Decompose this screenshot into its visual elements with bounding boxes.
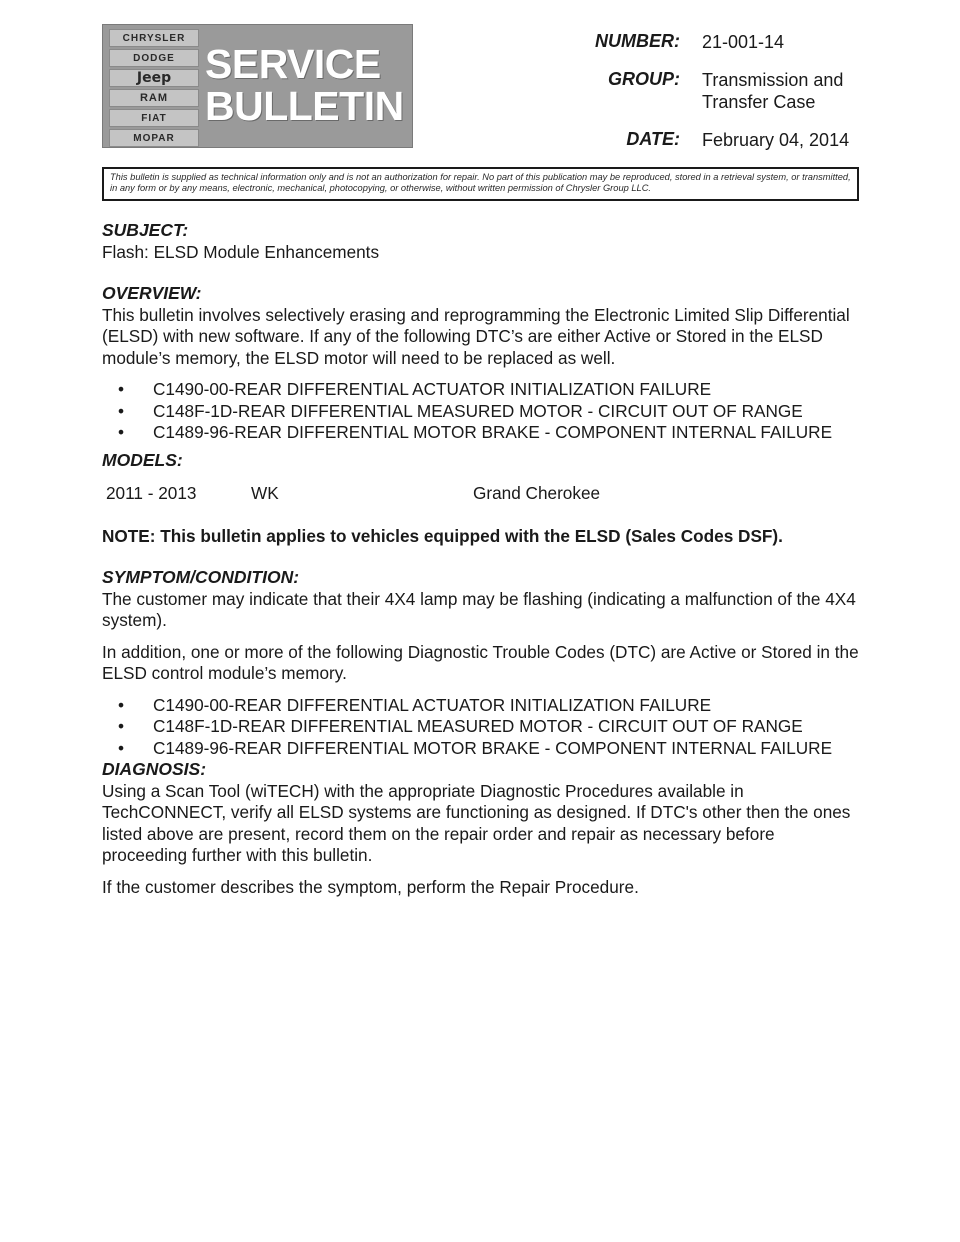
jeep-logo: Jeep (109, 69, 199, 87)
service-bulletin-title (205, 43, 404, 127)
bullet-icon: • (118, 694, 125, 715)
group-label: GROUP: (608, 69, 680, 89)
mopar-logo: MOPAR (109, 129, 199, 147)
dtc-code-text: C1489-96-REAR DIFFERENTIAL MOTOR BRAKE - COMPONENT INTERNAL FAILURE (153, 422, 833, 442)
models-heading: MODELS: (102, 449, 183, 470)
symptom-heading: SYMPTOM/CONDITION: (102, 567, 300, 587)
diagnosis-heading: DIAGNOSIS: (102, 759, 207, 779)
bullet-icon: • (118, 737, 125, 758)
group-value-line1: Transmission and (702, 70, 844, 90)
dtc-code-text: C148F-1D-REAR DIFFERENTIAL MEASURED MOTOR - CIRCUIT OUT OF RANGE (153, 716, 803, 736)
title-line-bulletin: BULLETIN (205, 83, 404, 129)
number-value: 21-001-14 (702, 32, 785, 52)
disclaimer-box: This bulletin is supplied as technical information only and is not an authorization for repair. No part of this publication may be reproduced, stored in a retrieval system, or transmitted, in any form or by any means, electronic, mechanical, photocopying, or otherwise, without written permission of Chrysler Group LLC. (102, 167, 859, 201)
overview-dtc-list (102, 379, 862, 444)
diagnosis-para1: Using a Scan Tool (wiTECH) with the appropriate Diagnostic Procedures available in TechCONNECT, verify all ELSD systems are functioning as designed. If DTC's other then the ones listed above are present, record them on the repair order and repair as necessary before proceeding further with this bulletin. (102, 780, 851, 865)
dodge-logo: DODGE (109, 49, 199, 67)
subject-heading: SUBJECT: (102, 220, 189, 240)
fiat-logo: FIAT (109, 109, 199, 127)
diagnosis-para2: If the customer describes the symptom, perform the Repair Procedure. (102, 876, 639, 897)
number-label: NUMBER: (595, 31, 680, 51)
list-item (102, 738, 862, 760)
service-bulletin-logo (102, 24, 413, 148)
title-line-service: SERVICE (205, 41, 381, 87)
bullet-icon: • (118, 422, 125, 442)
model-name: Grand Cherokee (473, 483, 601, 503)
symptom-dtc-list (102, 695, 862, 760)
note-text: NOTE: This bulletin applies to vehicles equipped with the ELSD (Sales Codes DSF). (102, 525, 783, 546)
dtc-code-text: C148F-1D-REAR DIFFERENTIAL MEASURED MOTOR - CIRCUIT OUT OF RANGE (153, 400, 803, 421)
dtc-code-text: C1490-00-REAR DIFFERENTIAL ACTUATOR INITIALIZATION FAILURE (153, 379, 712, 399)
date-label: DATE: (626, 129, 680, 149)
group-value-line2: Transfer Case (702, 92, 816, 112)
symptom-para2: In addition, one or more of the following Diagnostic Trouble Codes (DTC) are Active or Stored in the ELSD control module’s memory. (102, 641, 859, 683)
model-years: 2011 - 2013 (106, 483, 197, 503)
list-item (102, 401, 862, 423)
bullet-icon: • (118, 400, 125, 421)
dtc-code-text: C1489-96-REAR DIFFERENTIAL MOTOR BRAKE - COMPONENT INTERNAL FAILURE (153, 737, 833, 758)
symptom-para1: The customer may indicate that their 4X4 lamp may be flashing (indicating a malfunction of the 4X4 system). (102, 588, 856, 630)
ram-logo: RAM (109, 89, 199, 107)
subject-text: Flash: ELSD Module Enhancements (102, 241, 380, 262)
model-code: WK (251, 483, 279, 503)
dtc-code-text: C1490-00-REAR DIFFERENTIAL ACTUATOR INITIALIZATION FAILURE (153, 694, 712, 715)
list-item (102, 695, 862, 717)
list-item (102, 379, 862, 401)
bullet-icon: • (118, 379, 125, 399)
models-row (102, 483, 862, 505)
chrysler-logo: CHRYSLER (109, 29, 199, 47)
bulletin-body (102, 220, 862, 898)
overview-text: This bulletin involves selectively erasing and reprogramming the Electronic Limited Slip Differential (ELSD) with new software. If any of the following DTC’s are either Active or Stored in the ELSD module’s memory, the ELSD motor will need to be replaced as well. (102, 304, 850, 368)
date-value: February 04, 2014 (702, 130, 850, 150)
list-item (102, 422, 862, 444)
overview-heading: OVERVIEW: (102, 283, 202, 303)
bullet-icon: • (118, 716, 125, 736)
group-value (702, 69, 843, 113)
brand-logos (109, 29, 199, 149)
list-item (102, 716, 862, 738)
